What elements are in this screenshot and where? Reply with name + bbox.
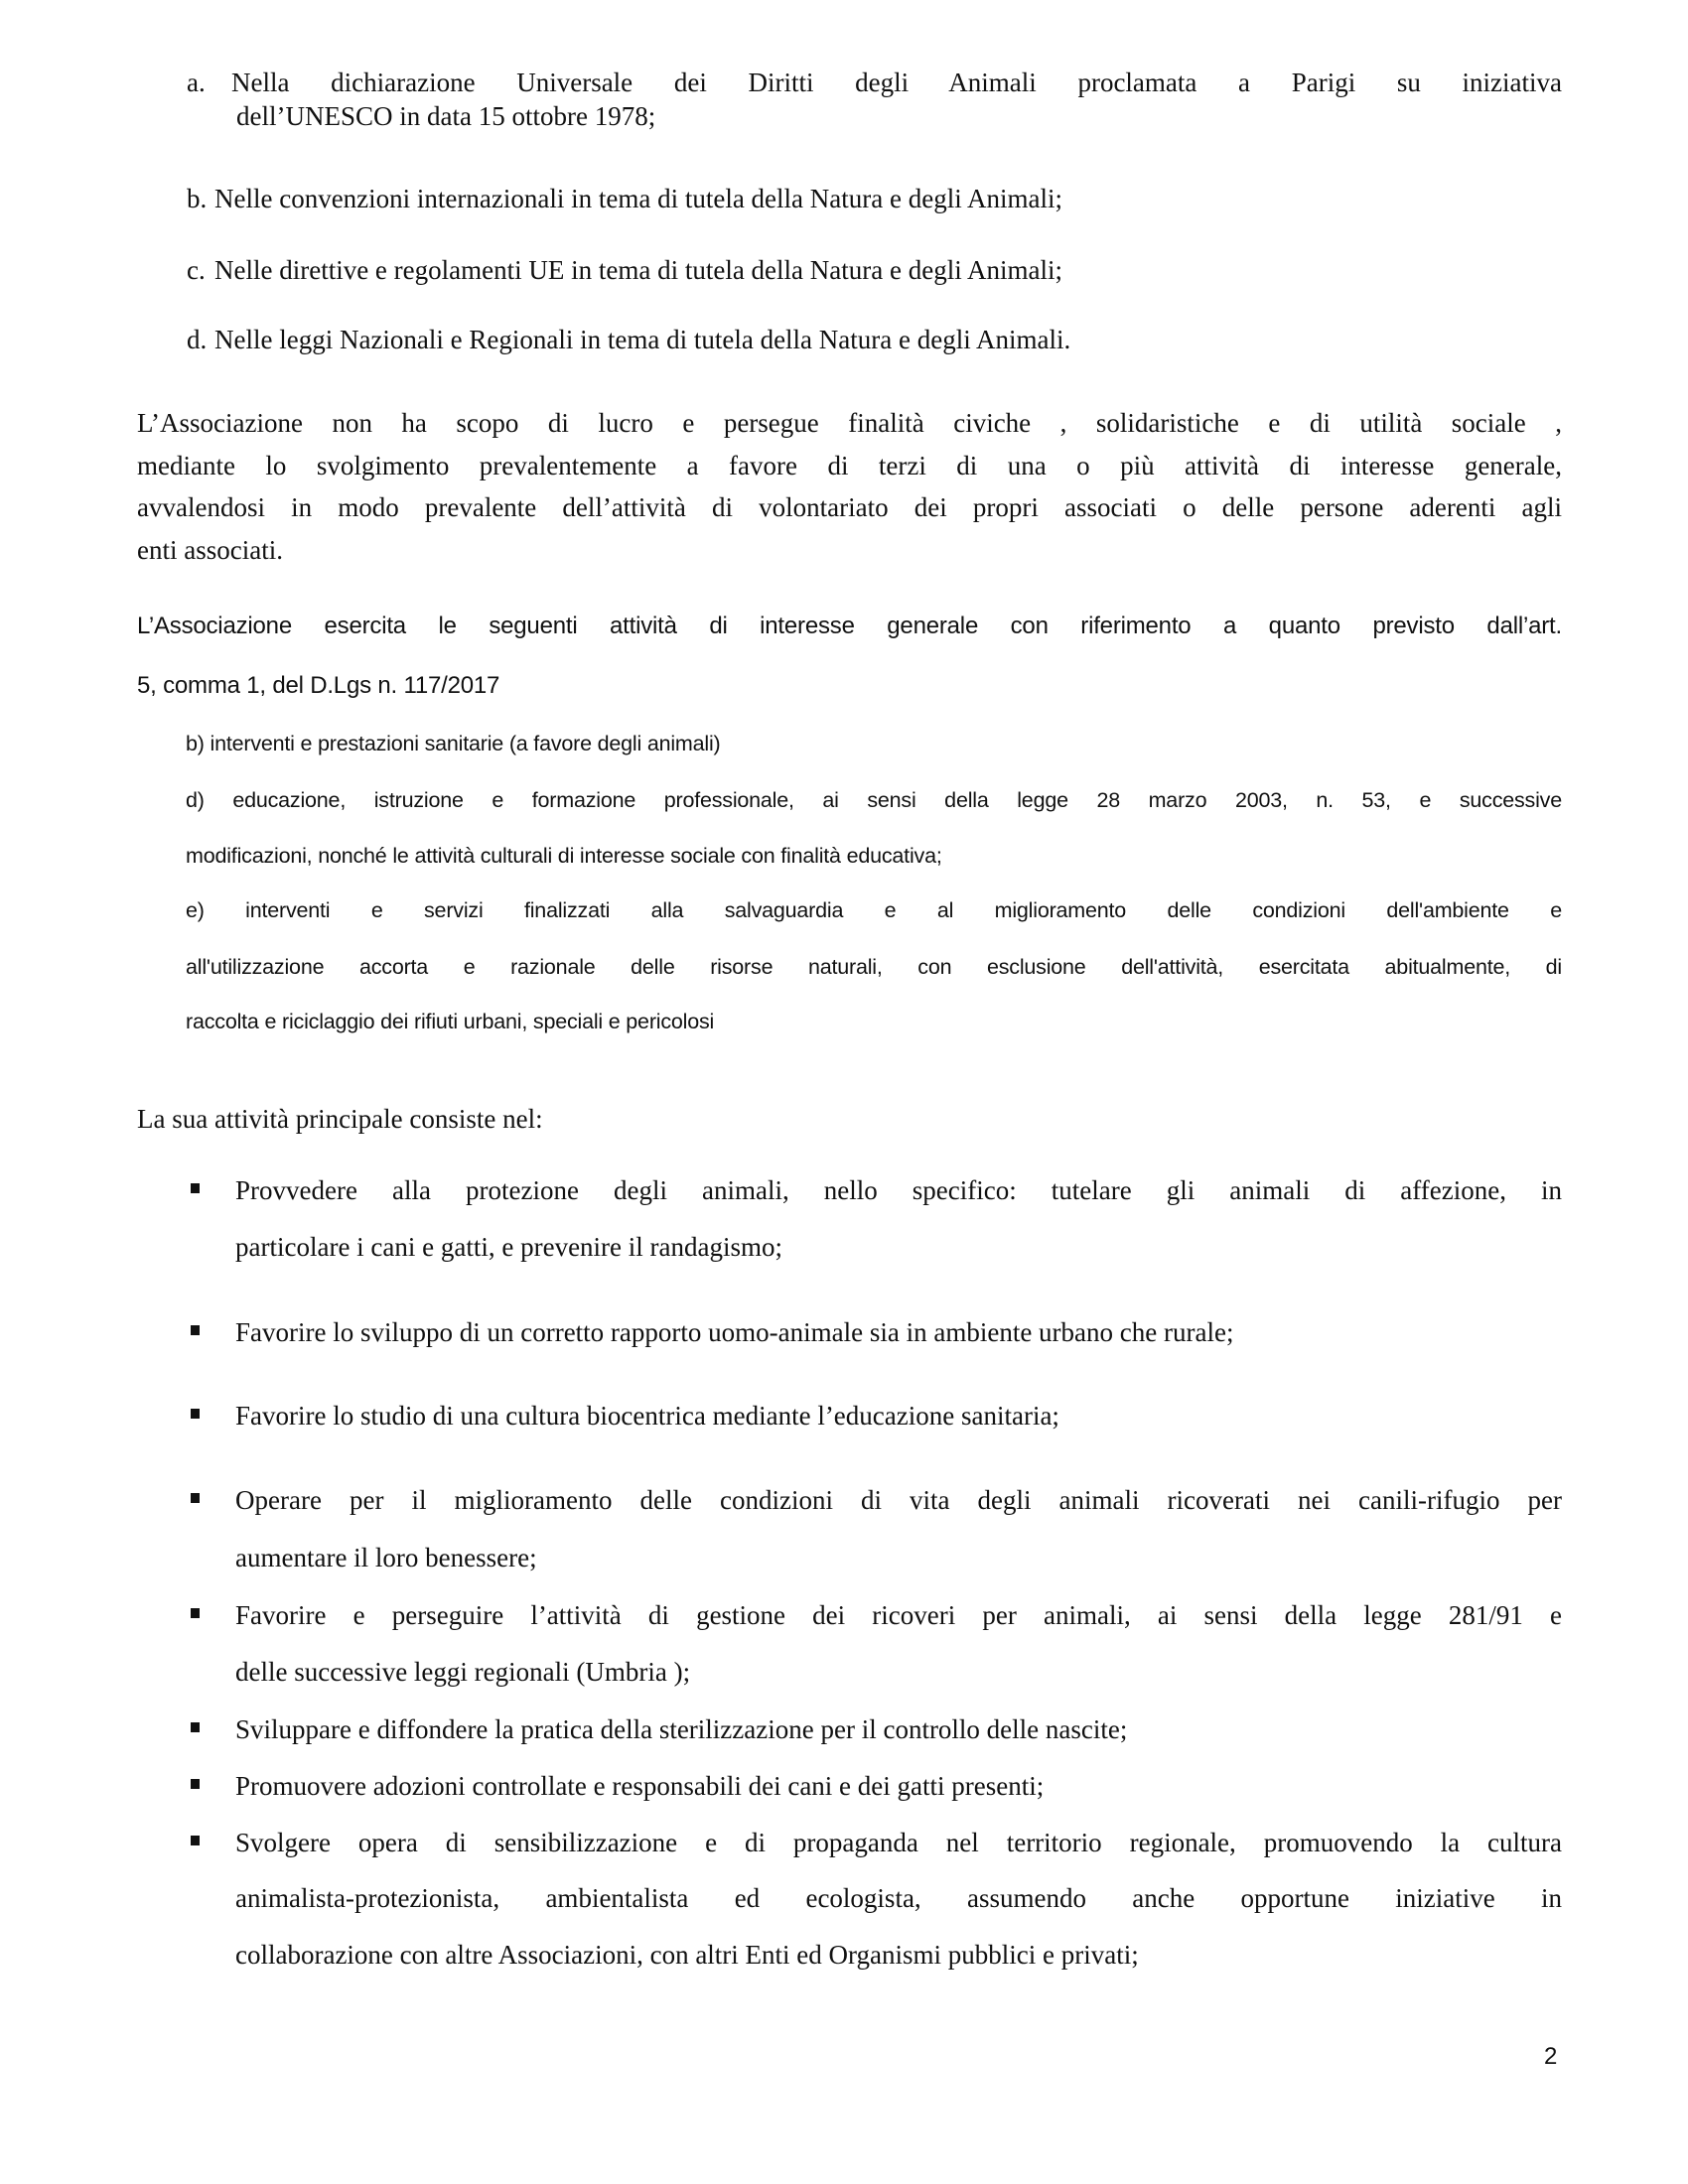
list-item-text: Nelle convenzioni internazionali in tema di tutela della Natura e degli Animali; — [214, 184, 1062, 213]
activity-item-e-cont: raccolta e riciclaggio dei rifiuti urbani, speciali e pericolosi — [186, 1010, 715, 1033]
paragraph-line: L’Associazione esercita le seguenti attività di interesse generale con riferimento a quanto previsto dall’art. — [137, 613, 1562, 639]
square-bullet-icon — [191, 1779, 200, 1789]
paragraph-line: enti associati. — [137, 535, 283, 565]
list-marker: b. — [187, 184, 208, 213]
bullet-item-text: Promuovere adozioni controllate e responsabili dei cani e dei gatti presenti; — [235, 1771, 1045, 1801]
square-bullet-icon — [191, 1183, 200, 1193]
bullet-item-text: Favorire lo studio di una cultura biocentrica mediante l’educazione sanitaria; — [235, 1401, 1059, 1431]
bullet-item-text: Sviluppare e diffondere la pratica della sterilizzazione per il controllo delle nascite; — [235, 1714, 1128, 1744]
bullet-item-text: particolare i cani e gatti, e prevenire il randagismo; — [235, 1232, 783, 1262]
square-bullet-icon — [191, 1608, 200, 1618]
page-number: 2 — [1544, 2043, 1558, 2070]
bullet-item-text: Svolgere opera di sensibilizzazione e di propaganda nel territorio regionale, promuovendo la cultura — [235, 1828, 1562, 1857]
bullet-item-text: Favorire lo sviluppo di un corretto rapporto uomo-animale sia in ambiente urbano che rurale; — [235, 1317, 1234, 1347]
square-bullet-icon — [191, 1836, 200, 1845]
bullet-item-text: animalista-protezionista, ambientalista ed ecologista, assumendo anche opportune iniziative in — [235, 1883, 1562, 1913]
bullet-item-text: collaborazione con altre Associazioni, con altri Enti ed Organismi pubblici e privati; — [235, 1940, 1139, 1970]
square-bullet-icon — [191, 1493, 200, 1503]
activity-item-e-cont: all'utilizzazione accorta e razionale delle risorse naturali, con esclusione dell'attività, esercitata abitualmente, di — [186, 955, 1562, 979]
bullet-item-text: Favorire e perseguire l’attività di gestione dei ricoveri per animali, ai sensi della legge 281/91 e — [235, 1600, 1562, 1630]
activity-item-d-cont: modificazioni, nonché le attività culturali di interesse sociale con finalità educativa; — [186, 844, 942, 868]
list-marker: a. — [187, 68, 206, 97]
bullet-item-text: delle successive leggi regionali (Umbria ); — [235, 1657, 691, 1687]
main-activity-heading: La sua attività principale consiste nel: — [137, 1104, 543, 1134]
bullet-item-text: aumentare il loro benessere; — [235, 1543, 537, 1572]
list-item-text: Nelle leggi Nazionali e Regionali in tema di tutela della Natura e degli Animali. — [214, 325, 1071, 354]
activity-item-b: b) interventi e prestazioni sanitarie (a favore degli animali) — [186, 732, 721, 755]
paragraph-line: mediante lo svolgimento prevalentemente a favore di terzi di una o più attività di interesse generale, — [137, 451, 1562, 480]
list-item-text: Nelle direttive e regolamenti UE in tema di tutela della Natura e degli Animali; — [214, 255, 1062, 285]
paragraph-line: L’Associazione non ha scopo di lucro e persegue finalità civiche , solidaristiche e di utilità sociale , — [137, 408, 1562, 438]
list-marker: d. — [187, 325, 208, 354]
square-bullet-icon — [191, 1409, 200, 1419]
list-item-text: Nella dichiarazione Universale dei Diritti degli Animali proclamata a Parigi su iniziativa — [231, 68, 1562, 97]
square-bullet-icon — [191, 1325, 200, 1335]
square-bullet-icon — [191, 1722, 200, 1732]
bullet-item-text: Operare per il miglioramento delle condizioni di vita degli animali ricoverati nei canili-rifugio per — [235, 1485, 1562, 1515]
bullet-item-text: Provvedere alla protezione degli animali, nello specifico: tutelare gli animali di affezione, in — [235, 1175, 1562, 1205]
activity-item-e: e) interventi e servizi finalizzati alla salvaguardia e al miglioramento delle condizioni dell'ambiente e — [186, 898, 1562, 922]
paragraph-line: 5, comma 1, del D.Lgs n. 117/2017 — [137, 672, 500, 699]
list-item-text: dell’UNESCO in data 15 ottobre 1978; — [236, 101, 656, 131]
list-marker: c. — [187, 255, 206, 285]
activity-item-d: d) educazione, istruzione e formazione professionale, ai sensi della legge 28 marzo 2003, n. 53, e successive — [186, 788, 1562, 812]
paragraph-line: avvalendosi in modo prevalente dell’attività di volontariato dei propri associati o delle persone aderenti agli — [137, 492, 1562, 522]
